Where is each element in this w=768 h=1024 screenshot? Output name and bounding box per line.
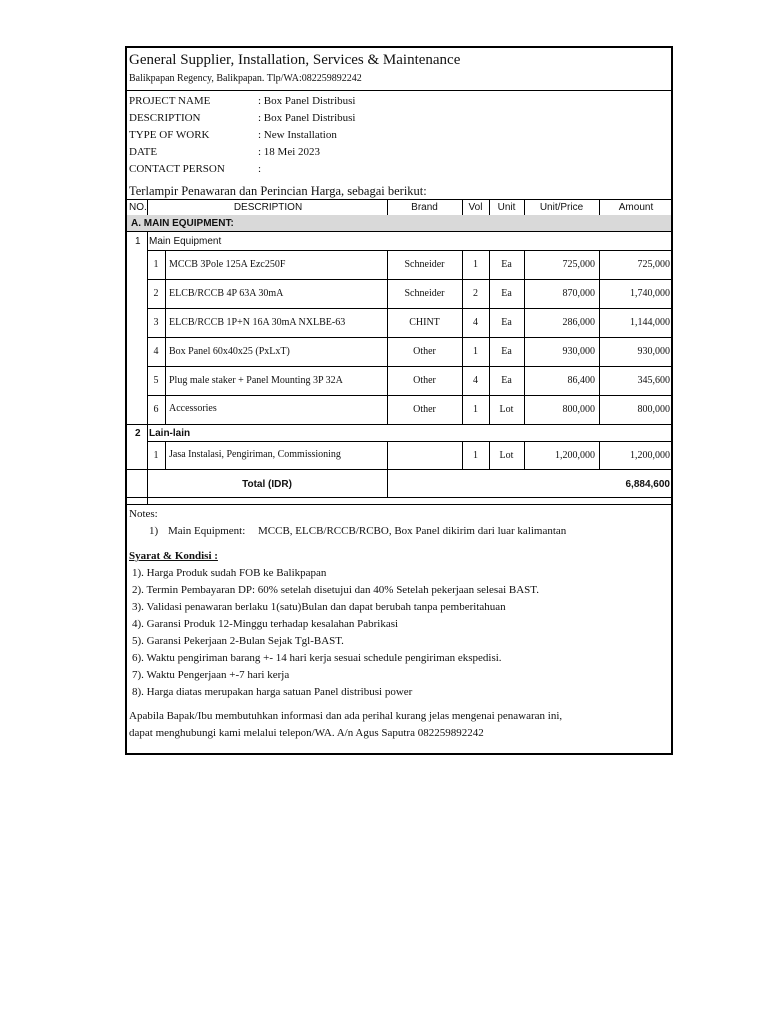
item-brand: Other [413,404,436,415]
col-header-unit-price: Unit/Price [539,202,584,213]
item-brand: Schneider [404,259,445,270]
item-unit-price: 800,000 [562,404,595,415]
group-title: Lain-lain [149,428,191,439]
intro-text: Terlampir Penawaran dan Perincian Harga, sebagai berikut: [129,184,427,198]
item-description: MCCB 3Pole 125A Ezc250F [169,259,286,270]
column-divider [489,250,490,424]
term-item: 5). Garansi Pekerjaan 2-Bulan Sejak Tgl-BAST. [132,635,344,647]
group-title: Main Equipment [149,236,222,247]
divider [147,366,671,367]
item-vol: 4 [473,375,478,386]
item-amount: 1,144,000 [630,317,670,328]
term-item: 3). Validasi penawaran berlaku 1(satu)Bulan dan dapat berubah tanpa pemberitahuan [132,601,506,613]
row-number: 6 [153,404,159,415]
term-item: 8). Harga diatas merupakan harga satuan Panel distribusi power [132,686,413,698]
note-text: MCCB, ELCB/RCCB/RCBO, Box Panel dikirim dari luar kalimantan [258,525,567,537]
item-vol: 1 [473,346,478,357]
item-unit-price: 870,000 [562,288,595,299]
term-item: 6). Waktu pengiriman barang +- 14 hari kerja sesuai schedule pengiriman ekspedisi. [132,652,502,664]
item-description: Accessories [169,403,217,414]
divider [147,395,671,396]
term-item: 4). Garansi Produk 12-Minggu terhadap kesalahan Pabrikasi [132,618,399,630]
project-name-value: : Box Panel Distribusi [258,95,356,107]
divider [127,424,671,425]
item-brand: CHINT [409,317,440,328]
item-unit-price: 86,400 [567,375,595,386]
date-value: : 18 Mei 2023 [258,146,321,158]
item-brand: Schneider [404,288,445,299]
column-divider [147,231,148,504]
company-title: General Supplier, Installation, Services & Maintenance [129,52,461,68]
divider [147,337,671,338]
column-divider [599,250,600,424]
closing-line: Apabila Bapak/Ibu membutuhkan informasi dan ada perihal kurang jelas mengenai penawaran ini, [129,710,563,722]
item-amount: 345,600 [637,375,670,386]
description-value: : Box Panel Distribusi [258,112,356,124]
item-description: ELCB/RCCB 1P+N 16A 30mA NXLBE-63 [169,317,346,328]
column-divider [462,199,463,215]
item-amount: 930,000 [637,346,670,357]
item-amount: 1,740,000 [630,288,670,299]
column-divider [462,250,463,424]
item-description: Box Panel 60x40x25 (PxLxT) [169,346,290,357]
item-unit-price: 930,000 [562,346,595,357]
divider [127,504,671,505]
column-divider [165,441,166,469]
item-amount: 800,000 [637,404,670,415]
contact-person-value: : [258,163,262,175]
item-unit: Ea [501,259,512,270]
section-a-title: A. MAIN EQUIPMENT: [131,218,234,229]
group-number: 2 [135,428,141,439]
item-unit-price: 286,000 [562,317,595,328]
divider [127,90,671,91]
divider [147,250,671,251]
note-label: Main Equipment: [168,525,246,537]
col-header-description: DESCRIPTION [233,202,303,213]
item-amount: 725,000 [637,259,670,270]
row-number: 1 [153,259,159,270]
col-header-vol: Vol [468,202,483,213]
item-unit: Ea [501,317,512,328]
total-amount: 6,884,600 [625,479,670,490]
column-divider [387,250,388,424]
divider [127,497,671,498]
contact-person-label: CONTACT PERSON [129,163,225,175]
row-number: 4 [153,346,159,357]
item-description: Jasa Instalasi, Pengiriman, Commissioning [169,449,341,460]
item-unit: Ea [501,346,512,357]
column-divider [147,199,148,215]
description-label: DESCRIPTION [129,112,201,124]
item-brand: Other [413,375,436,386]
column-divider [524,441,525,469]
divider [147,279,671,280]
divider [147,308,671,309]
item-unit: Ea [501,375,512,386]
item-unit-price: 725,000 [562,259,595,270]
term-item: 7). Waktu Pengerjaan +-7 hari kerja [132,669,290,681]
row-number: 1 [153,450,159,461]
item-unit-price: 1,200,000 [555,450,595,461]
item-brand: Other [413,346,436,357]
col-header-unit: Unit [497,202,516,213]
column-divider [489,199,490,215]
date-label: DATE [129,146,158,158]
item-unit: Ea [501,288,512,299]
divider [127,231,671,232]
item-amount: 1,200,000 [630,450,670,461]
note-number: 1) [149,525,159,537]
column-divider [524,199,525,215]
group-number: 1 [135,236,141,247]
divider [127,199,671,200]
column-divider [599,199,600,215]
column-divider [599,441,600,469]
item-vol: 1 [473,259,478,270]
column-divider [462,441,463,469]
column-divider [489,441,490,469]
column-divider [524,250,525,424]
terms-title: Syarat & Kondisi : [129,550,218,562]
column-divider [165,250,166,424]
row-number: 2 [153,288,159,299]
item-vol: 2 [473,288,478,299]
row-number: 5 [153,375,159,386]
notes-title: Notes: [129,508,158,520]
company-address: Balikpapan Regency, Balikpapan. Tlp/WA:082259892242 [129,73,362,84]
col-header-brand: Brand [411,202,438,213]
item-vol: 1 [473,404,478,415]
divider [147,441,671,442]
item-vol: 1 [473,450,478,461]
term-item: 2). Termin Pembayaran DP: 60% setelah disetujui dan 40% Setelah pekerjaan selesai BAST. [132,584,539,596]
divider [127,469,671,470]
item-vol: 4 [473,317,478,328]
col-header-no: NO. [129,202,147,213]
type-of-work-value: : New Installation [258,129,337,141]
total-label: Total (IDR) [242,479,292,490]
type-of-work-label: TYPE OF WORK [129,129,210,141]
quotation-sheet [125,46,673,755]
row-number: 3 [153,317,159,328]
item-unit: Lot [499,450,514,461]
column-divider [387,441,388,497]
closing-line: dapat menghubungi kami melalui telepon/WA. A/n Agus Saputra 082259892242 [129,727,484,739]
item-unit: Lot [499,404,514,415]
project-name-label: PROJECT NAME [129,95,211,107]
item-description: ELCB/RCCB 4P 63A 30mA [169,288,284,299]
col-header-amount: Amount [618,202,654,213]
term-item: 1). Harga Produk sudah FOB ke Balikpapan [132,567,327,579]
column-divider [387,199,388,215]
item-description: Plug male staker + Panel Mounting 3P 32A [169,375,343,386]
